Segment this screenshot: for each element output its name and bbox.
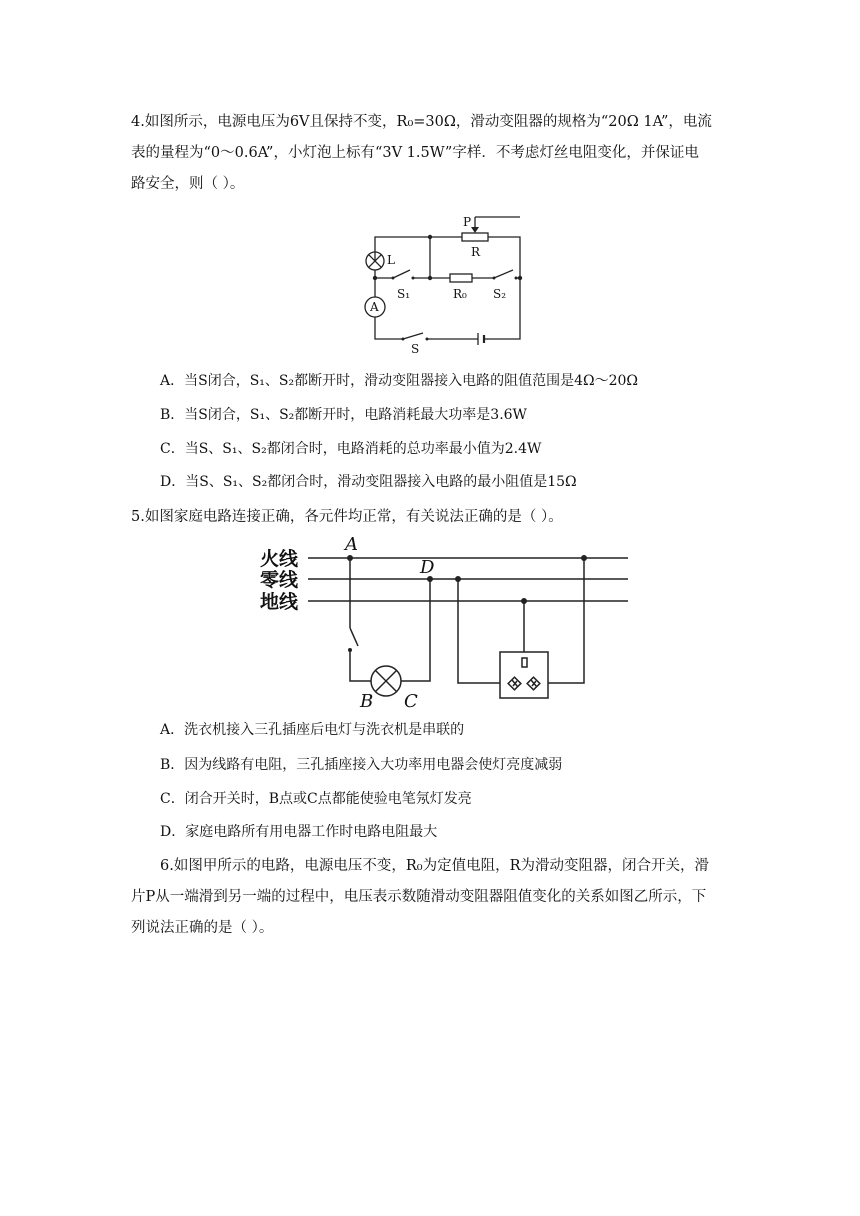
label-s: S	[411, 342, 420, 356]
label-point-d: D	[420, 557, 435, 578]
q4-option-c: C．当S、S₁、S₂都闭合时，电路消耗的总功率最小值为2.4W	[160, 441, 542, 457]
q6-stem-line-1: 6.如图甲所示的电路，电源电压不变，R₀为定值电阻，R为滑动变阻器，闭合开关，滑	[160, 858, 709, 874]
q4-option-b: B．当S闭合，S₁、S₂都断开时，电路消耗最大功率是3.6W	[160, 407, 527, 423]
q6-stem-line-3: 列说法正确的是（ ）。	[131, 920, 274, 936]
q4-circuit-diagram	[355, 212, 530, 357]
q5-stem: 5.如图家庭电路连接正确，各元件均正常，有关说法正确的是（ ）。	[131, 509, 563, 525]
q4-option-a: A．当S闭合，S₁、S₂都断开时，滑动变阻器接入电路的阻值范围是4Ω～20Ω	[160, 373, 639, 389]
q4-stem-line-1: 4.如图所示，电源电压为6V且保持不变，R₀=30Ω，滑动变阻器的规格为“20Ω 1A”，电流	[131, 114, 712, 130]
q5-option-c: C．闭合开关时，B点或C点都能使验电笔氖灯发亮	[160, 791, 472, 807]
label-p: P	[463, 215, 472, 229]
q4-stem-line-2: 表的量程为“0～0.6A”，小灯泡上标有“3V 1.5W”字样．不考虑灯丝电阻变化，并保证电	[131, 145, 699, 161]
label-point-a: A	[345, 534, 358, 555]
label-r: R	[471, 245, 481, 259]
q5-option-b: B．因为线路有电阻，三孔插座接入大功率用电器会使灯亮度减弱	[160, 757, 563, 773]
label-ammeter-a: A	[370, 300, 379, 314]
q6-stem-line-2: 片P从一端滑到另一端的过程中，电压表示数随滑动变阻器阻值变化的关系如图乙所示，下	[131, 889, 707, 905]
label-lamp-l: L	[387, 253, 395, 267]
q5-option-a: A．洗衣机接入三孔插座后电灯与洗衣机是串联的	[160, 722, 465, 738]
label-point-b: B	[360, 691, 374, 712]
label-point-c: C	[404, 691, 418, 712]
q5-household-circuit-diagram	[250, 532, 635, 712]
label-r0: R₀	[453, 287, 467, 301]
label-s1: S₁	[397, 287, 411, 301]
label-live-wire: 火线	[260, 548, 299, 570]
q4-stem-line-3: 路安全，则（ ）。	[131, 176, 245, 192]
label-s2: S₂	[493, 287, 507, 301]
label-neutral-wire: 零线	[260, 569, 299, 591]
q4-option-d: D．当S、S₁、S₂都闭合时，滑动变阻器接入电路的最小阻值是15Ω	[160, 474, 577, 490]
q5-option-d: D．家庭电路所有用电器工作时电路电阻最大	[160, 824, 438, 840]
label-ground-wire: 地线	[260, 591, 299, 613]
